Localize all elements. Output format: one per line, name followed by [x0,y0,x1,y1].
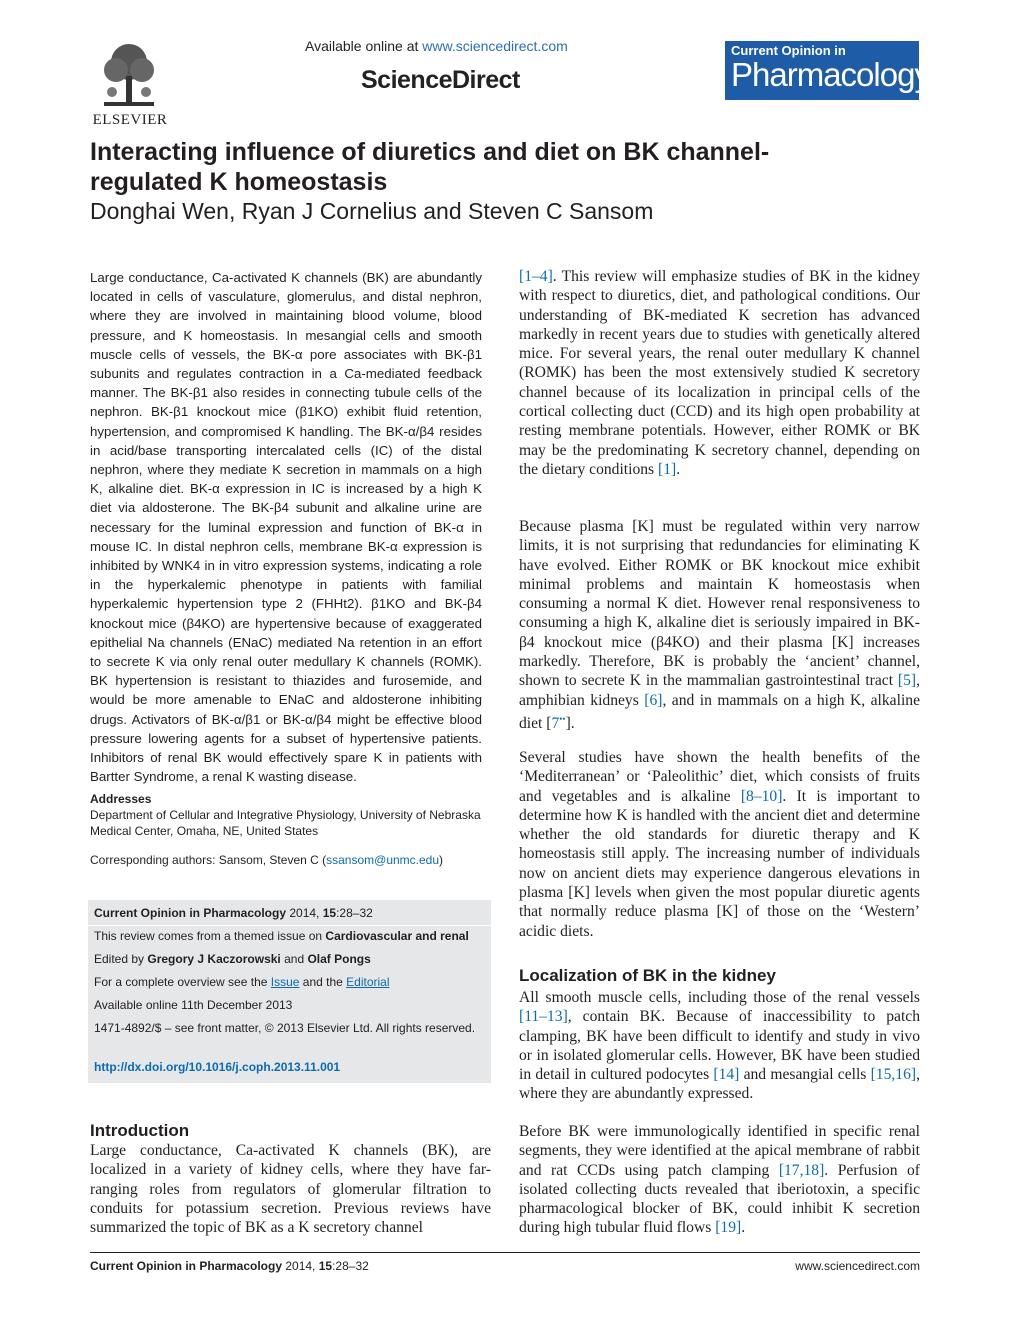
footer-year: 2014, [282,1259,319,1273]
p5-mid: . Perfusion of isolated collecting ducts revealed that iberiotoxin, a specific pharmacological blocker of BK, could inhibit K secretion during high tubular fluid flows [519,1161,920,1237]
journal-logo-name: Pharmacology [731,56,930,93]
p5-end: . [741,1219,746,1237]
available-prefix: Available online at [305,38,423,54]
info-divider [88,925,491,926]
ref-14[interactable]: [14] [713,1066,740,1084]
info-vol: 15 [322,906,337,920]
sciencedirect-link[interactable]: www.sciencedirect.com [422,38,568,54]
ref-1[interactable]: [1] [658,460,677,478]
info-copyright: 1471-4892/$ – see front matter, © 2013 Elsevier Ltd. All rights reserved. [94,1021,476,1035]
article-title: Interacting influence of diuretics and diet on BK channel-regulated K homeostasis [90,138,770,196]
footer-url[interactable]: www.sciencedirect.com [795,1259,920,1273]
p1-text: . This review will emphasize studies of BK in the kidney with respect to diuretics, diet, and pathological conditions. Our understanding of BK-mediated K secretion has advanced markedly in recent years due to studies with genetically altered mice. For several years, the renal outer medullary K channel (ROMK) has been the most extensively studied K secretory channel because of its localization in principal cells of the cortical collecting duct (CCD) and its high open probability at resting membrane potentials. However, either ROMK or BK may be the predominating K secretory channel, depending on the dietary conditions [519,268,920,478]
addresses-heading: Addresses [90,792,152,806]
p5-text: Before BK were immunologically identified in specific renal segments, they were identified at the apical membrane of rabbit and rat CCDs using patch clamping [519,1123,920,1179]
p2-mid: , amphibian kidneys [519,672,920,709]
doi-link[interactable]: http://dx.doi.org/10.1016/j.coph.2013.11.001 [94,1060,341,1074]
right-paragraph-3 [519,748,920,941]
ref-17-18[interactable]: [17,18] [778,1161,825,1179]
footer-citation [90,1259,369,1273]
info-edited-row [94,951,486,967]
section-heading-localization: Localization of BK in the kidney [519,966,776,985]
right-paragraph-1 [519,267,920,479]
info-overview-prefix: For a complete overview see the [94,975,271,989]
footer-vol: 15 [318,1259,333,1273]
info-available: Available online 11th December 2013 [94,998,293,1012]
footer-divider [90,1252,920,1253]
journal-logo-top: Current Opinion in [731,43,846,58]
ref-19[interactable]: [19] [715,1219,742,1237]
info-editor-1: Gregory J Kaczorowski [147,952,281,966]
ref-7[interactable]: 7 [551,715,560,733]
p4-text: All smooth muscle cells, including those of the renal vessels [519,989,920,1006]
right-paragraph-5 [519,1122,920,1238]
footer-journal: Current Opinion in Pharmacology [90,1259,283,1273]
info-themed-row [94,928,486,944]
article-info-box [88,900,491,1083]
right-paragraph-4 [519,988,920,1104]
article-authors: Donghai Wen, Ryan J Cornelius and Steven C Sansom [90,198,654,224]
info-year: 2014, [286,906,323,920]
info-edited-prefix: Edited by [94,952,148,966]
p1-end: . [676,460,681,478]
corresponding-authors [90,853,482,867]
ref-6[interactable]: [6] [644,691,663,709]
p4-mid2: and mesangial cells [739,1066,871,1084]
info-journal-row [94,905,486,921]
introduction-text: Large conductance, Ca-activated K channels (BK), are localized in a variety of kidney cells, where they have far-ranging roles from regulators of glomerular filtration to conduits for potassium secretion. Previous reviews have summarized the topic of BK as a K secretory channel [90,1142,491,1237]
elsevier-tree-icon [94,40,164,110]
p4-end: , where they are abundantly expressed. [519,1066,920,1103]
info-pages: :28–32 [336,906,373,920]
ref-15-16[interactable]: [15,16] [870,1066,917,1084]
elsevier-logo [88,40,172,126]
addresses-text: Department of Cellular and Integrative Physiology, University of Nebraska Medical Center, Omaha, NE, United States [90,808,481,838]
p3-text: Several studies have shown the health benefits of the ‘Mediterranean’ or ‘Paleolithic’ diet, which consists of fruits and vegetables and is alkaline [519,749,920,805]
corresponding-email-link[interactable]: ssansom@unmc.edu [326,853,440,867]
right-paragraph-2 [519,517,920,733]
ref-11-13[interactable]: [11–13] [519,1008,568,1026]
ref-1-4[interactable]: [1–4] [519,268,553,285]
ref-5[interactable]: [5] [897,672,917,690]
abstract [90,268,482,786]
editorial-link[interactable]: Editorial [346,975,390,989]
ref-8-10[interactable]: [8–10] [740,787,783,805]
p2-mid2: , and in mammals on a high K, alkaline diet [ [519,691,920,733]
abstract-text: Large conductance, Ca-activated K channels (BK) are abundantly located in cells of vasculature, glomerulus, and distal nephron, where they are involved in maintaining blood volume, blood pressure, and K homeostasis. In mesangial cells and smooth muscle cells of vessels, the BK-α pore associates with BK-β1 subunits and regulates contraction in a Ca-mediated feedback manner. The BK-β1 also resides in connecting tubule cells of the nephron. BK-β1 knockout mice (β1KO) exhibit fluid retention, hypertension, and compromised K handling. The BK-α/β4 resides in acid/base transporting intercalated cells (IC) of the distal nephron, where they mediate K secretion in mammals on a high K, alkaline diet. BK-α expression in IC is increased by a high K diet via aldosterone. The BK-β4 subunit and alkaline urine are necessary for the luminal expression and function of BK-α in mouse IC. In distal nephron cells, membrane BK-α expression is inhibited by WNK4 in in vitro expression systems, indicating a role in the hyperkalemic phenotype in patients with familial hyperkalemic hypertension type 2 (FHHt2). β1KO and BK-β4 knockout mice (β4KO) are hypertensive because of exaggerated epithelial Na channels (ENaC) mediated Na retention in an effort to secrete K via only renal outer medullary K channels (ROMK). BK hypertension is resistant to thiazides and furosemide, and would be more amenable to ENaC and aldosterone inhibiting drugs. Activators of BK-α/β1 or BK-α/β4 might be effective blood pressure lowering agents for a subset of hypertensive patients. Inhibitors of renal BK would effectively spare K in patients with Bartter Syndrome, a renal K wasting disease. [90,270,482,785]
journal-logo [725,41,930,100]
info-editor-2: Olaf Pongs [307,952,371,966]
introduction-heading: Introduction [90,1121,190,1140]
info-overview-and: and the [299,975,347,989]
ref-7-marker: •• [559,713,566,724]
p3-end: . It is important to determine how K is handled with the ancient diet and determine whether the old standards for diuretic therapy and K homeostasis still apply. The increasing number of individuals now on ancient diets may experience dangerous elevations in plasma [K] levels when given the most popular diuretic agents that normally reduce plasma [K] of those on the ‘Western’ acidic diets. [519,787,920,940]
p4-mid: , contain BK. Because of inaccessibility to patch clamping, BK have been difficult to identify and study in vivo or in isolated glomerular cells. However, BK have been studied in detail in cultured podocytes [519,1008,920,1084]
info-overview-row [94,974,486,990]
available-online [305,38,568,54]
info-themed-prefix: This review comes from a themed issue on [94,929,326,943]
corresponding-suffix: ) [439,853,444,867]
publisher-name: ELSEVIER [92,112,168,128]
p2-end: ]. [565,715,575,733]
p2-text: Because plasma [K] must be regulated within very narrow limits, it is not surprising that redundancies for eliminating K have evolved. Either ROMK or BK knockout mice exhibit minimal problems and maintain K homeostasis when consuming a normal K diet. However renal responsiveness to consuming a high K, alkaline diet is seriously impaired in BK-β4 knockout mice (β4KO) and their plasma [K] increases markedly. Therefore, BK is probably the ‘ancient’ channel, shown to secrete K in the mammalian gastrointestinal tract [519,518,920,690]
sciencedirect-brand: ScienceDirect [361,66,520,94]
info-themed-issue: Cardiovascular and renal [325,929,469,943]
issue-link[interactable]: Issue [270,975,300,989]
info-edited-and: and [280,952,308,966]
info-journal: Current Opinion in Pharmacology [94,906,287,920]
footer-pages: :28–32 [332,1259,369,1273]
corresponding-prefix: Corresponding authors: Sansom, Steven C ( [90,853,327,867]
